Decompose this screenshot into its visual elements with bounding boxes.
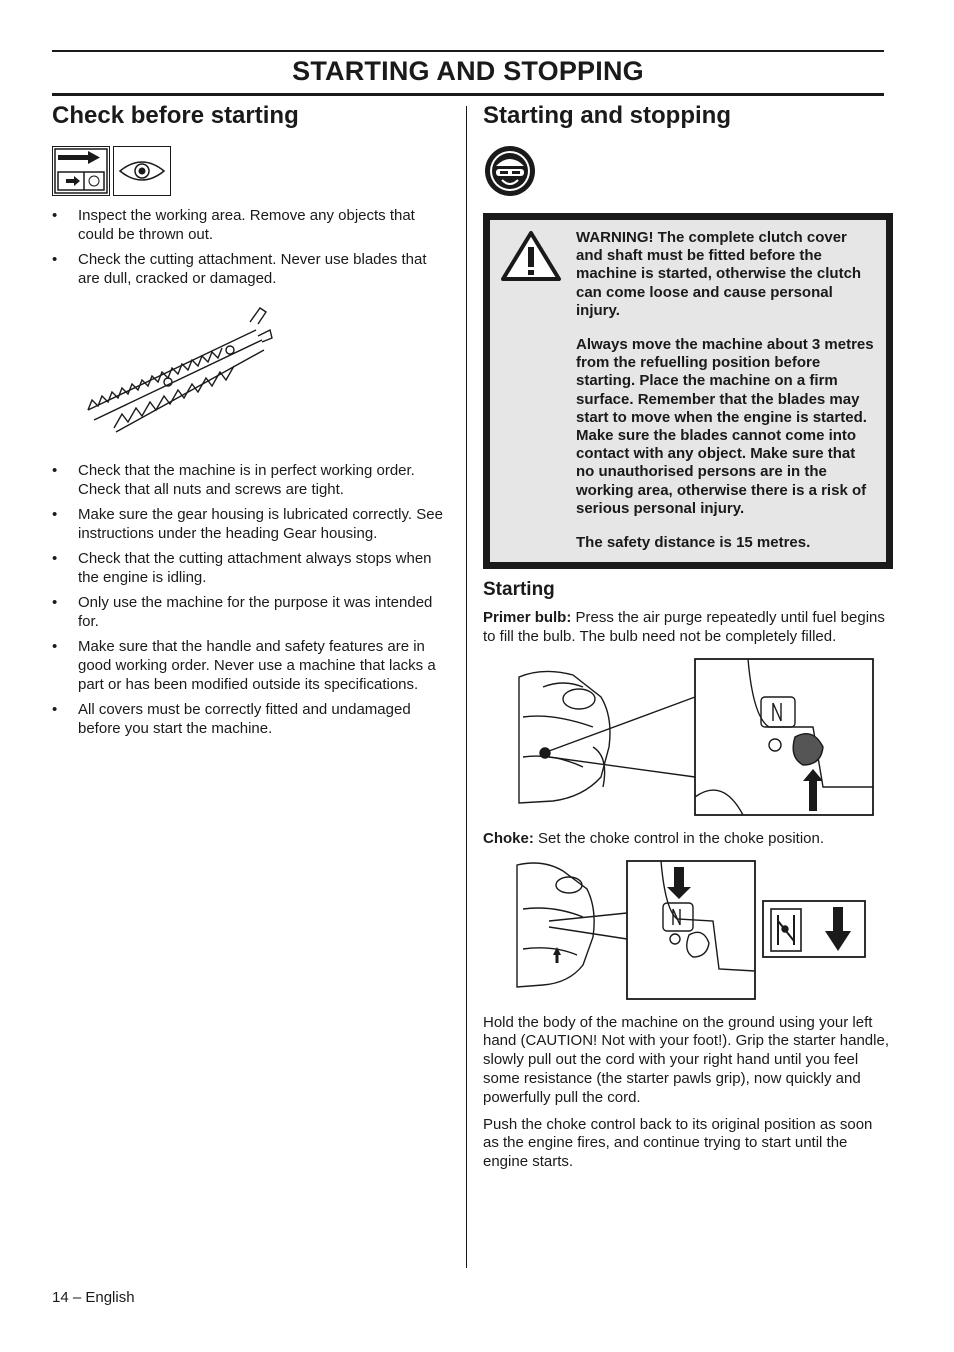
warning-paragraph: The safety distance is 15 metres. <box>576 534 811 552</box>
starting-instructions-paragraph: Hold the body of the machine on the ground using your left hand (CAUTION! Not with your foot!). Grip the starter handle, slowly pull out the cord with your right hand until you feel some resistance (the starter pawls grip), now quickly and powerfully pull the cord. <box>483 1013 889 1106</box>
inspection-list-b <box>52 461 452 738</box>
primer-bulb-text: Press the air purge repeatedly until fuel begins to fill the bulb. The bulb need not be completely filled. <box>483 609 885 646</box>
list-item: • Make sure that the handle and safety features are in good working order. Never use a machine that lacks a part or has been modified outside its specifications. <box>52 637 452 694</box>
header-top-rule <box>52 50 884 52</box>
primer-bulb-figure <box>483 657 891 824</box>
hedge-blade-illustration <box>80 302 280 438</box>
list-item: • Make sure the gear housing is lubricated correctly. See instructions under the heading Gear housing. <box>52 505 452 543</box>
list-item: • Check that the cutting attachment always stops when the engine is idling. <box>52 549 452 587</box>
primer-bulb-label: Primer bulb: <box>483 609 572 627</box>
choke-return-paragraph: Push the choke control back to its original position as soon as the engine fires, and continue trying to start until the engine starts. <box>483 1115 873 1171</box>
manual-book-icon <box>52 146 110 196</box>
starting-and-stopping-heading: Starting and stopping <box>483 102 731 129</box>
right-column <box>483 102 891 1172</box>
warning-paragraph: Always move the machine about 3 metres from the refuelling position before starting. Place the machine on a firm surface. Remember that the blades may start to move when the engine is started. Make sure the blades cannot come into contact with any object. Make sure that no unauthorised persons are in the working area, otherwise there is a risk of serious personal injury. <box>576 336 874 517</box>
warning-text <box>576 229 876 552</box>
column-divider <box>466 106 467 1268</box>
header-bottom-rule <box>52 93 884 96</box>
check-before-starting-heading: Check before starting <box>52 102 299 129</box>
left-column <box>52 102 452 744</box>
choke-label: Choke: <box>483 829 534 847</box>
choke-text: Set the choke control in the choke position. <box>533 829 825 847</box>
list-item: • Check the cutting attachment. Never use blades that are dull, cracked or damaged. <box>52 250 452 288</box>
protective-equipment-icon <box>483 144 891 203</box>
warning-paragraph: WARNING! The complete clutch cover and shaft must be fitted before the machine is started, otherwise the clutch can come loose and cause personal injury. <box>576 229 862 319</box>
warning-box <box>483 213 893 569</box>
warning-triangle-icon <box>500 229 576 552</box>
page-footer: 14 – English <box>52 1289 135 1306</box>
choke-figure <box>483 859 891 1006</box>
list-item: • Check that the machine is in perfect working order. Check that all nuts and screws are tight. <box>52 461 452 499</box>
page-title: STARTING AND STOPPING <box>292 56 644 86</box>
symbol-icon-row <box>52 146 452 196</box>
eye-inspect-icon <box>113 146 171 196</box>
list-item: • Only use the machine for the purpose it was intended for. <box>52 593 452 631</box>
starting-subheading: Starting <box>483 579 555 601</box>
inspection-list-a <box>52 206 452 288</box>
list-item: • All covers must be correctly fitted and undamaged before you start the machine. <box>52 700 452 738</box>
list-item: • Inspect the working area. Remove any objects that could be thrown out. <box>52 206 452 244</box>
primer-bulb-paragraph <box>483 609 891 647</box>
choke-paragraph <box>483 830 891 849</box>
